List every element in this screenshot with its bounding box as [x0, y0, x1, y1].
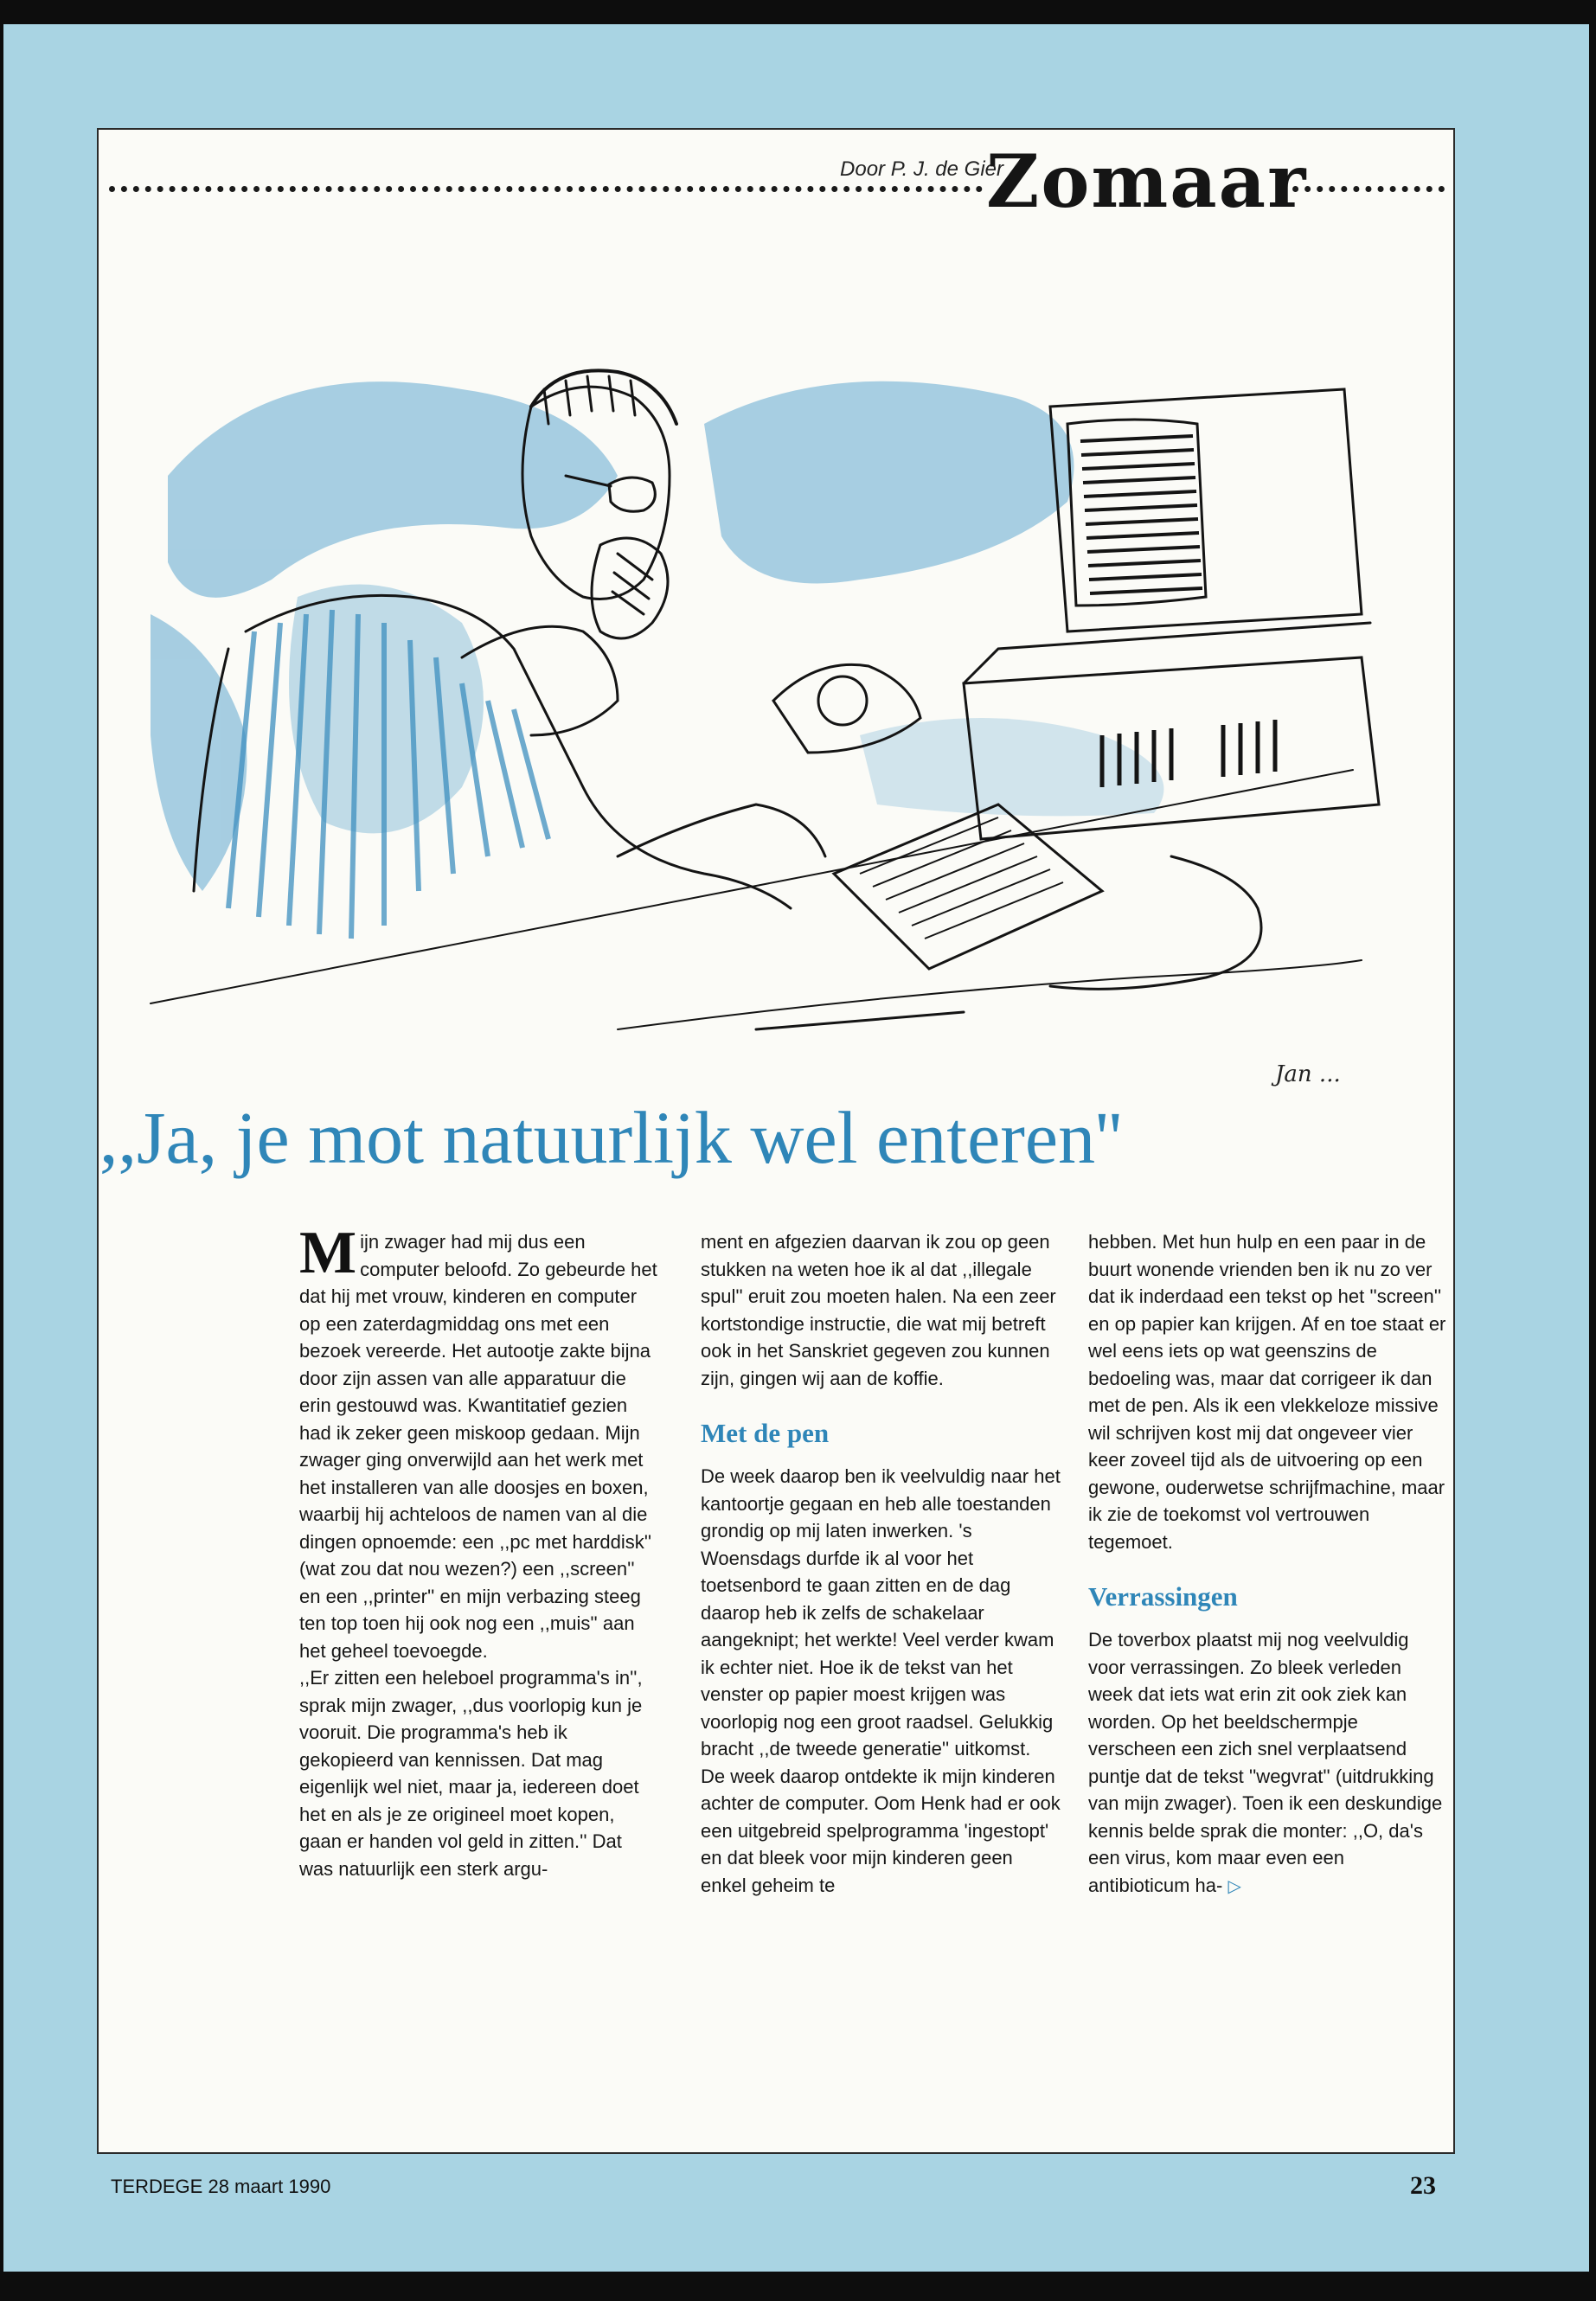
dotted-rule-left: [109, 186, 983, 192]
paragraph: Mijn zwager had mij dus een computer beloofd. Zo gebeurde het dat hij met vrouw, kinderen en computer op een zaterdagmiddag ons met een bezoek vereerde. Het autootje zakte bijna door zijn assen van alle apparatuur die erin gestouwd was. Kwantitatief gezien had ik zeker geen miskoop gedaan. Mijn zwager ging onverwijld aan het werk met het installeren van alle doosjes en boxen, waarbij hij achteloos de namen van al die dingen opnoemde: een ,,pc met harddisk'' (wat zou dat nou wezen?) een ,,screen'' en een ,,printer'' en mijn verbazing steeg ten top toen hij ook nog een ,,muis'' aan het geheel toevoegde.: [299, 1220, 657, 1662]
text-column-2: [701, 1228, 1062, 1899]
article-headline: ,,Ja, je mot natuurlijk wel enteren'': [99, 1096, 1123, 1179]
text-column-1: [299, 1220, 661, 1882]
paragraph: ment en afgezien daarvan ik zou op geen stukken na weten hoe ik al dat ,,illegale spul'' eruit zou moeten halen. Na een zeer kortstondige instructie, die wat mij betreft ook in het Sanskriet gegeven zou kunnen zijn, gingen wij aan de koffie.: [701, 1231, 1056, 1389]
paragraph: De week daarop ontdekte ik mijn kinderen achter de computer. Oom Henk had er ook een uitgebreid spelprogramma 'ingestopt' en dat bleek voor mijn kinderen geen enkel geheim te: [701, 1765, 1061, 1896]
page-number: 23: [1410, 2171, 1436, 2200]
man-at-computer-illustration: [99, 251, 1453, 1116]
paragraph: De week daarop ben ik veelvuldig naar het kantoortje gegaan en heb alle toestanden grondig op mij laten inwerken. 's Woensdags durfde ik al voor het toetsenbord te gaan zitten en de dag daarop heb ik zelfs de schakelaar aangeknipt; het werkte! Veel verder kwam ik echter niet. Hoe ik de tekst van het venster op papier moest krijgen was voorlopig nog een groot raadsel. Gelukkig bracht ,,de tweede generatie'' uitkomst.: [701, 1465, 1061, 1759]
continue-arrow-icon: ▷: [1227, 1876, 1241, 1896]
text-column-3: [1088, 1228, 1450, 1900]
publication-footer: TERDEGE 28 maart 1990: [111, 2176, 331, 2197]
paragraph: De toverbox plaatst mij nog veelvuldig voor verrassingen. Zo bleek verleden week dat iets wat erin zit ook ziek kan worden. Op het beeldschermpje verscheen een zich snel verplaatsend puntje dat de tekst ''wegvrat'' (uitdrukking van mijn zwager). Toen ik een deskundige kennis belde sprak die monter: ,,O, da's een virus, kom maar even een antibioticum ha- ▷: [1088, 1629, 1443, 1896]
drop-cap: M: [299, 1220, 357, 1286]
artist-signature: Jan ...: [1275, 1061, 1341, 1087]
subheading: Verrassingen: [1088, 1581, 1238, 1612]
subheading: Met de pen: [701, 1418, 830, 1448]
paragraph: hebben. Met hun hulp en een paar in de buurt wonende vrienden ben ik nu zo ver dat ik inderdaad een tekst op het ''screen'' en op papier kan krijgen. Af en toe staat er wel eens iets op wat geenszins de bedoeling was, maar dat corrigeer ik dan met de pen. Als ik een vlekkeloze missive wil schrijven kost mij dat ongeveer vier keer zoveel tijd als de uitvoering op een gewone, ouderwetse schrijfmachine, maar ik zie de toekomst vol vertrouwen tegemoet.: [1088, 1231, 1446, 1553]
monitor-screen: [1080, 436, 1202, 593]
paragraph: ,,Er zitten een heleboel programma's in'', sprak mijn zwager, ,,dus voorlopig kun je vooruit. Die programma's heb ik gekopieerd van kennissen. Dat mag eigenlijk wel niet, maar ja, iedereen doet het en als je ze origineel moet kopen, gaan er handen vol geld in zitten.'' Dat was natuurlijk een sterk argu-: [299, 1667, 643, 1880]
byline: Door P. J. de Gier: [840, 157, 1003, 181]
section-title: Zomaar: [986, 138, 1308, 224]
